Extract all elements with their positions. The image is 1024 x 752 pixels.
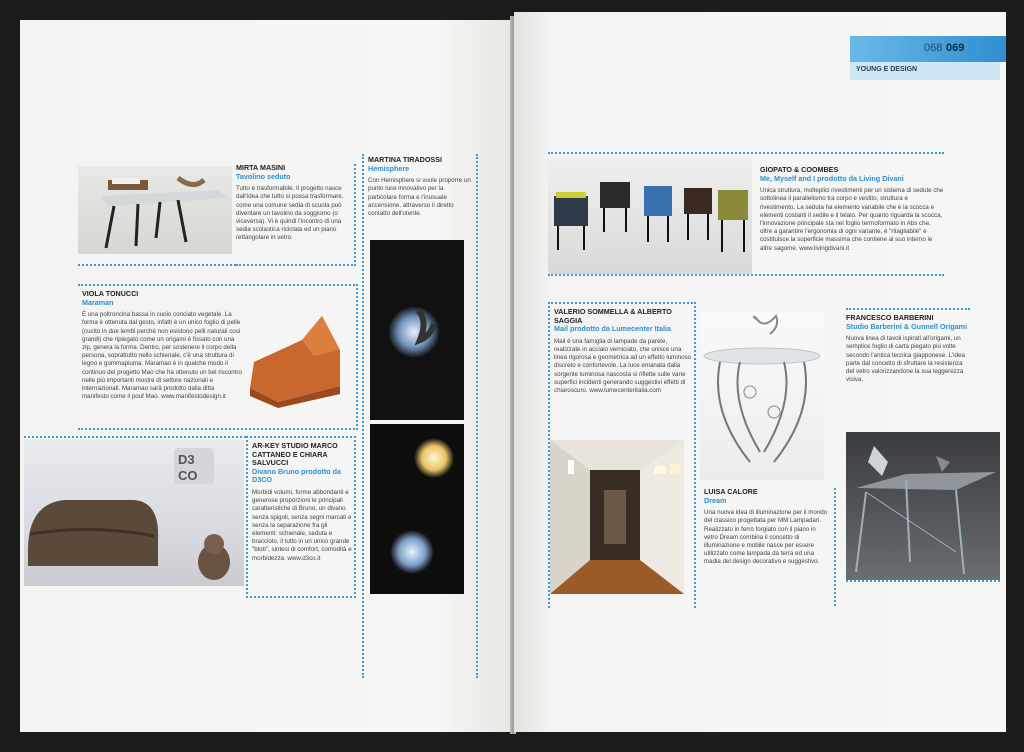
page-number-left: 068	[924, 42, 943, 54]
designer-name: MARTINA TIRADOSSI	[368, 155, 443, 164]
product-name: Maraman	[82, 297, 114, 307]
mail-lamp-corridor-photo	[550, 440, 684, 594]
hemisphere-lamp-photo-1	[370, 240, 464, 420]
dream-lamp-photo	[700, 312, 824, 480]
article-text: Tutto è trasformabile. Il progetto nasce dall'idea che tutto si possa trasformare, come una comune sedia di scuola può diventare un tavolino da soggiorno (o viceversa). Vi è quindi l'incontro di una sedia scolastica riciclata ed un piano rettangolare in vetro.	[236, 185, 344, 242]
designer-name: GIOPATO & COOMBES	[760, 165, 839, 174]
article-text: Nuova linea di tavoli ispirati all'origami, un semplice foglio di carta piegato più volte secondo l'antica tecnica giapponese. L'idea parte dal concetto di sfruttare la resistenza del vetro valorizzandone la sua leggerezza visiva.	[846, 335, 965, 384]
maramao-chair-photo	[242, 310, 350, 410]
article-mirta-masini	[236, 164, 356, 266]
section-label	[850, 62, 1000, 80]
tavolino-seduto-photo	[78, 166, 232, 254]
product-name: Studio Barberini & Gunnell Origami	[846, 321, 968, 331]
designer-name: LUISA CALORE	[704, 487, 758, 496]
product-name: Tavolino seduto	[236, 171, 291, 181]
designer-name: VALERIO SOMMELLA & ALBERTO SAGGIA	[554, 307, 672, 325]
hemisphere-lamp-photo-2	[370, 424, 464, 594]
article-text: Mail è una famiglia di lampade da parete, realizzate in acciaio verniciato, che unisce una linea rigorosa e geometrica ad un effetto luminoso discreto e confortevole. La luce emanata dalla sorgente luminosa nascosta si riflette sulle vane superfici incidenti generando suggestivi effetti di chiaroscuro. www.lumecenteritalia.com	[554, 337, 692, 394]
me-myself-chairs-photo	[548, 158, 752, 274]
product-name: Hemisphere	[368, 163, 410, 173]
article-francesco-barberini	[846, 308, 970, 384]
svg-text:CO: CO	[178, 468, 198, 483]
designer-name: FRANCESCO BARBERINI	[846, 313, 934, 322]
origami-table-photo	[846, 432, 1000, 580]
product-name: Me, Myself and I prodotto da Living Divani	[760, 173, 904, 183]
designer-name: MIRTA MASINI	[236, 163, 286, 172]
product-name: Dream	[704, 495, 727, 505]
bruno-sofa-photo	[24, 440, 244, 586]
article-text: Con Hemisphere si vuole proporre un punto luce innovativo per la particolare forma e l'inusuale accensione, attraverso il diretto contatto dell'utente.	[368, 177, 471, 217]
article-text: Una nuova idea di illuminazione per il mondo del classico progettata per MM Lampadari. Realizzato in ferro forgiato con il piano in vetro Dream combina il concetto di illuminazione e mobile nasce per essere utilizzato come lampada da terra ed una madia del design decorativo e suggestivo.	[704, 509, 828, 566]
article-text: Morbidi volumi, forme abbondanti e generose proporzioni le principali caratteristiche di Bruno, un divano senza spigoli, senza segni marcati e senza la separazione fra gli elementi: schienale, seduta e bracciolo, il tutto in un unico grande "blob", sintesi di comfort, comodità e morbidezza. www.d3co.it	[252, 488, 352, 562]
article-giopato-coombes	[760, 166, 944, 253]
section-title: YOUNG E DESIGN	[856, 66, 918, 73]
article-text: Unica struttura, molteplici rivestimenti per un sistema di sedute che sottolinea il parallelismo tra corpo e vestito, struttura e rivestimento. La seduta ha elemento variabile che è la scocca e elementi costanti il sedile e il telaio. Per quanto riguarda la scocca, l'innovazione principale sta nel foglio termoformato in Abs che, oltre a garantire l'ergonomia di ogni variante, è "ritagliabile" e costituisce la superficie massima che contiene al suo interno le altre sagome. www.livingdivani.it	[760, 187, 944, 252]
product-name: Divano Bruno prodotto da D3CO	[252, 466, 342, 485]
article-ar-key-studio	[246, 436, 356, 598]
article-luisa-calore	[704, 488, 836, 606]
article-text: È una poltroncina bassa in cuoio conciato vegetale. La forma è ottenuta dal gesto, infatti è un unico foglio di pelle (cucito in due lembi perché non esistono pelli naturali così grandi) che ripiegato come un origami è fissato con una zip, genera la forma. Dentro, per sostenere il corpo della persona, soprattutto nello schienale, c'è una struttura di legno e gommapiuma. Maramao è in qualche modo il continuo del progetto Mao che ha ottenuto un bel riscontro nelle più importanti mostre di settore nazionali e internazionali. Maramao sarà prodotto dalla ditta manifesto come il pouf Mao. www.manifestodesign.it	[82, 311, 242, 401]
left-page	[20, 20, 512, 732]
svg-text:D3: D3	[178, 452, 195, 467]
designer-name: AR-KEY STUDIO MARCO CATTANEO E CHIARA SALVUCCI	[252, 441, 338, 468]
right-page	[514, 12, 1006, 732]
designer-name: VIOLA TONUCCI	[82, 289, 139, 298]
product-name: Mail prodotto da Lumecenter Italia	[554, 324, 672, 334]
page-number-tab	[850, 36, 1006, 62]
page-number-right: 069	[946, 42, 965, 54]
